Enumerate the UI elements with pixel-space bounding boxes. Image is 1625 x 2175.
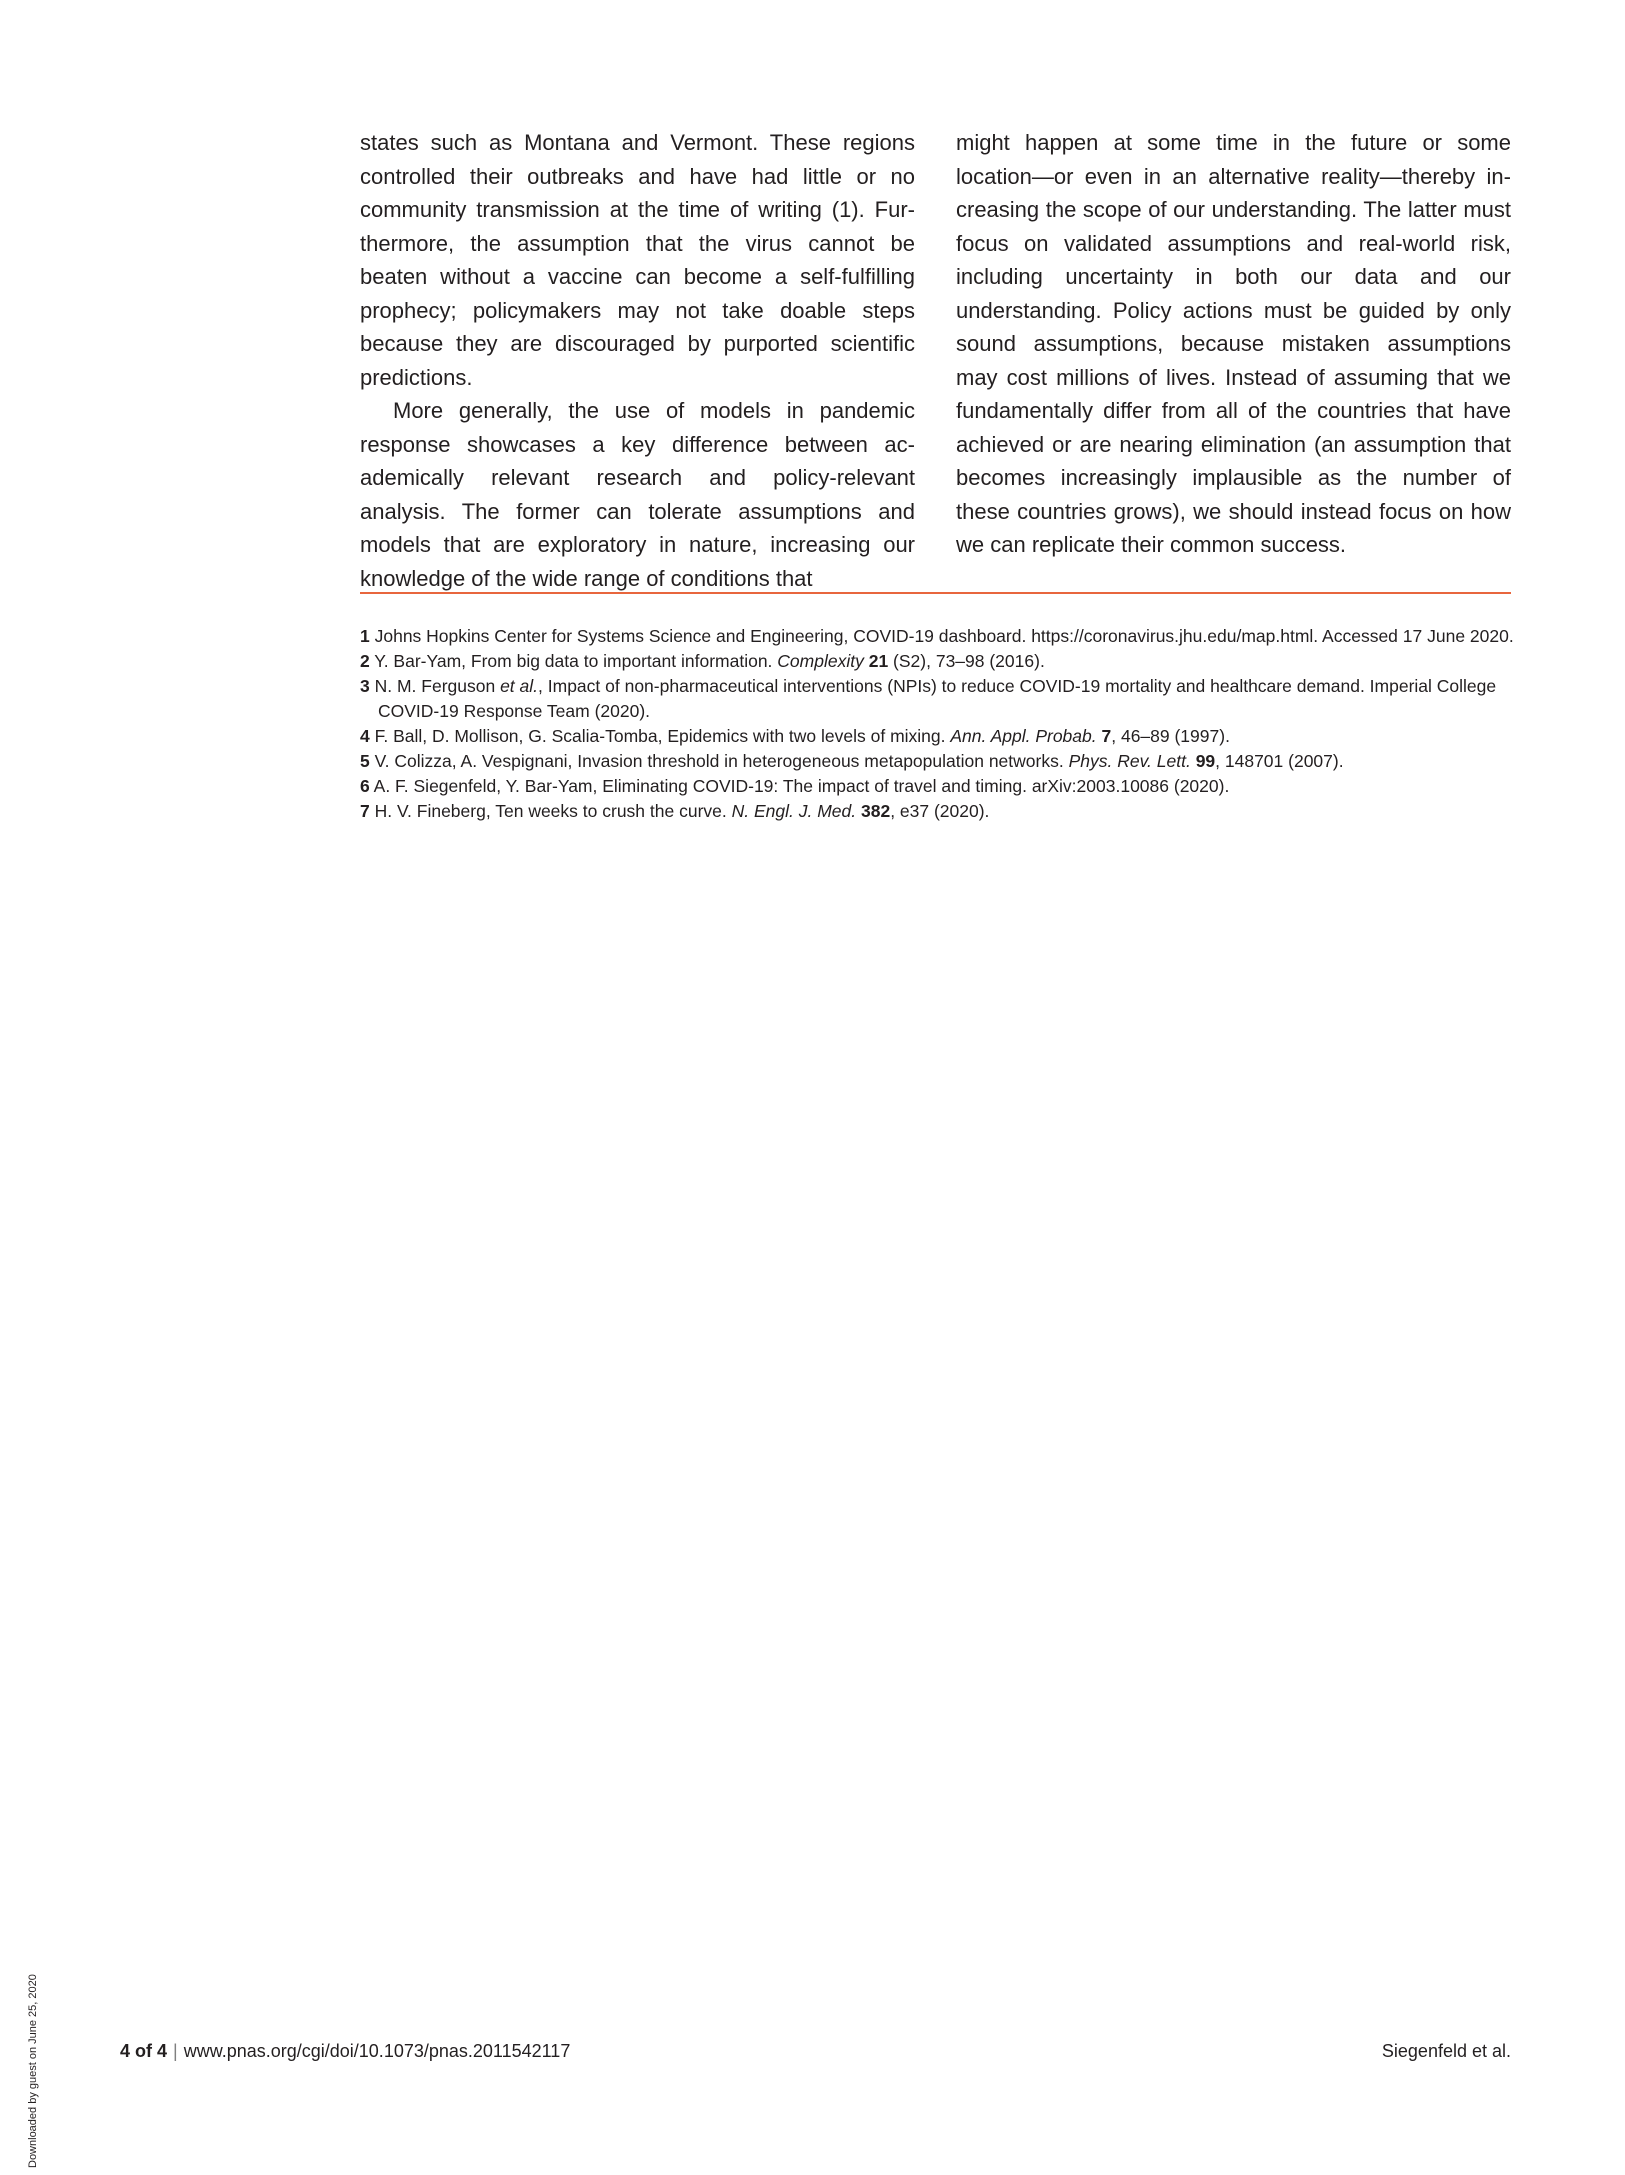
reference-item (360, 774, 1520, 799)
reference-text: V. Colizza, A. Vespignani, Invasion threshold in heterogeneous metapopulation networks. (374, 751, 1069, 771)
reference-text: Y. Bar-Yam, From big data to important information. (374, 651, 778, 671)
reference-item (360, 799, 1520, 824)
reference-text: 99 (1195, 751, 1216, 771)
reference-number: 1 (360, 626, 370, 646)
footer-separator: | (173, 2041, 178, 2061)
reference-number: 7 (360, 801, 370, 821)
reference-text: 382 (860, 801, 891, 821)
download-note: Downloaded by guest on June 25, 2020 (27, 1974, 39, 2168)
reference-number: 6 (360, 776, 370, 796)
reference-item (360, 624, 1520, 649)
reference-number: 5 (360, 751, 370, 771)
reference-text: A. F. Siegenfeld, Y. Bar-Yam, Eliminating COVID-19: The impact of travel and timing. arXiv:2003.10086 (2020). (373, 776, 1230, 796)
reference-text: , e37 (2020). (890, 801, 990, 821)
reference-item (360, 649, 1520, 674)
reference-item (360, 724, 1520, 749)
footer-authors: Siegenfeld et al. (1381, 2041, 1511, 2061)
reference-number: 3 (360, 676, 370, 696)
reference-text: N. M. Ferguson (374, 676, 501, 696)
reference-text: , 46–89 (1997). (1111, 726, 1230, 746)
reference-text: N. Engl. J. Med. (731, 801, 857, 821)
body-paragraph: More generally, the use of models in pandemic response showcases a key difference between academically relevant research and policy-relevant analysis. The former can tolerate assumptions and models that are exploratory in nature, increasing our knowledge of the wide range of conditions that (360, 398, 915, 591)
reference-text: , 148701 (2007). (1215, 751, 1344, 771)
body-column-right (956, 126, 1511, 562)
reference-number: 2 (360, 651, 370, 671)
reference-text: et al. (500, 676, 539, 696)
reference-text: H. V. Fineberg, Ten weeks to crush the curve. (374, 801, 732, 821)
page-number: 4 of 4 (120, 2041, 168, 2061)
reference-number: 4 (360, 726, 370, 746)
reference-item (360, 749, 1520, 774)
reference-text: Ann. Appl. Probab. (950, 726, 1097, 746)
reference-text: Phys. Rev. Lett. (1068, 751, 1191, 771)
reference-text: Complexity (777, 651, 864, 671)
reference-text: 7 (1101, 726, 1112, 746)
references-divider (360, 592, 1511, 594)
body-paragraph: might happen at some time in the future or some location—or even in an alternative reality—thereby increasing the scope of our understanding. The latter must focus on validated assumptions and real-world risk, including uncertainty in both our data and our understanding. Policy actions must be guided by only sound assumptions, because mistaken assumptions may cost millions of lives. Instead of assuming that we fundamentally differ from all of the countries that have achieved or are nearing elimination (an assumption that becomes increasingly implausible as the number of these countries grows), we should instead focus on how we can replicate their common success. (956, 130, 1511, 557)
reference-text: F. Ball, D. Mollison, G. Scalia-Tomba, Epidemics with two levels of mixing. (374, 726, 951, 746)
page-footer (120, 2039, 1511, 2063)
reference-text: (S2), 73–98 (2016). (888, 651, 1045, 671)
body-column-left (360, 126, 915, 595)
reference-item (360, 674, 1520, 724)
reference-text: 21 (868, 651, 889, 671)
reference-text: Johns Hopkins Center for Systems Science and Engineering, COVID-19 dashboard. https://coronavirus.jhu.edu/map.html. Accessed 17 June 2020. (374, 626, 1514, 646)
body-paragraph: states such as Montana and Vermont. These regions controlled their outbreaks and have had little or no community transmission at the time of writing (1). Furthermore, the assumption that the virus cannot be beaten without a vaccine can become a self-fulfilling prophecy; policymakers may not take doable steps because they are discouraged by purported scientific predictions. (360, 130, 915, 390)
doi-link[interactable]: www.pnas.org/cgi/doi/10.1073/pnas.2011542117 (183, 2041, 571, 2061)
references-list (360, 624, 1520, 824)
reference-text: , Impact of non-pharmaceutical interventions (NPIs) to reduce COVID-19 mortality and healthcare demand. Imperial College COVID-19 Response Team (2020). (378, 676, 1497, 721)
